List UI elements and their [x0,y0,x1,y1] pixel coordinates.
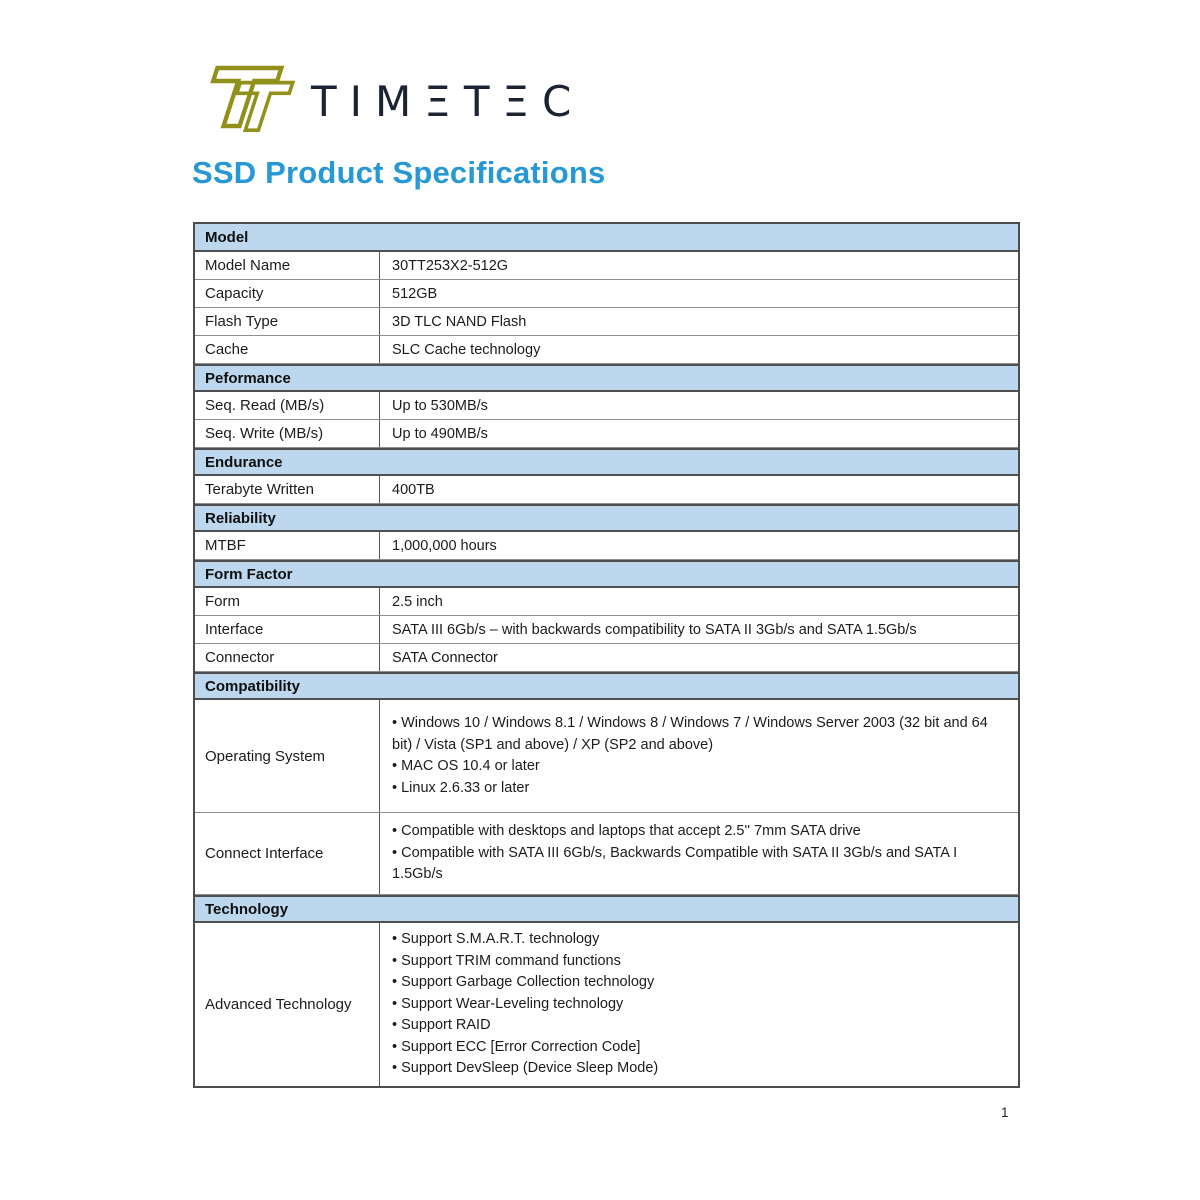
bullet-item: • Support TRIM command functions [392,952,621,969]
section-header-performance [195,364,1018,392]
row-value: SLC Cache technology [392,341,541,358]
row-label: Operating System [195,700,380,812]
row-value: 30TT253X2-512G [392,257,509,274]
table-row-operating-system [195,700,1018,813]
row-value: 2.5 inch [392,593,443,610]
table-row-advanced-technology [195,923,1018,1086]
row-label: Seq. Read (MB/s) [195,392,380,419]
row-value-bullets [380,813,1018,894]
row-label: MTBF [195,532,380,559]
row-label: Model Name [195,252,380,279]
section-header-endurance [195,448,1018,476]
row-label: Flash Type [195,308,380,335]
bullet-item: • Linux 2.6.33 or later [392,779,530,796]
brand-logo [193,62,584,142]
row-value: 3D TLC NAND Flash [392,313,527,330]
bullet-item: • Windows 10 / Windows 8.1 / Windows 8 / Windows 7 / Windows Server 2003 (32 bit and 64 bit) / Vista (SP1 and above) / XP (SP2 and above) [392,715,988,753]
row-value: 400TB [392,481,435,498]
row-label: Advanced Technology [195,923,380,1086]
row-value: SATA Connector [392,649,498,666]
page-number: 1 [1001,1105,1009,1120]
table-row-flash-type [195,308,1018,336]
row-value: SATA III 6Gb/s – with backwards compatibility to SATA II 3Gb/s and SATA 1.5Gb/s [392,621,917,638]
table-row-seq-write [195,420,1018,448]
row-label: Cache [195,336,380,363]
bullet-item: • Support ECC [Error Correction Code] [392,1038,641,1055]
bullet-item: • Support Wear-Leveling technology [392,995,624,1012]
section-title: Technology [205,900,289,918]
section-title: Model [205,228,249,246]
row-value: Up to 490MB/s [392,425,488,442]
row-value: Up to 530MB/s [392,397,488,414]
row-label: Seq. Write (MB/s) [195,420,380,447]
section-header-technology [195,895,1018,923]
row-label: Connector [195,644,380,671]
section-title: Peformance [205,369,291,387]
timetec-logo-icon [193,63,297,141]
brand-wordmark: TIMΞTΞC [311,77,585,126]
row-value-bullets [380,923,1018,1086]
table-row-connect-interface [195,813,1018,895]
table-row-seq-read [195,392,1018,420]
bullet-item: • Support DevSleep (Device Sleep Mode) [392,1060,659,1077]
spec-table [193,222,1020,1088]
row-label: Connect Interface [195,813,380,894]
section-header-model [195,224,1018,252]
row-value-bullets [380,700,1018,812]
bullet-item: • Support S.M.A.R.T. technology [392,931,600,948]
section-header-reliability [195,504,1018,532]
row-label: Terabyte Written [195,476,380,503]
bullet-item: • Support RAID [392,1017,491,1034]
table-row-connector [195,644,1018,672]
table-row-model-name [195,252,1018,280]
row-label: Interface [195,616,380,643]
table-row-terabyte-written [195,476,1018,504]
row-label: Form [195,588,380,615]
bullet-item: • MAC OS 10.4 or later [392,758,540,774]
bullet-item: • Support Garbage Collection technology [392,974,655,991]
row-label: Capacity [195,280,380,307]
section-title: Endurance [205,453,283,471]
section-title: Form Factor [205,565,293,583]
row-value: 1,000,000 hours [392,537,497,554]
page-title: SSD Product Specifications [192,155,606,190]
section-header-form-factor [195,560,1018,588]
table-row-mtbf [195,532,1018,560]
row-value: 512GB [392,285,438,302]
section-header-compatibility [195,672,1018,700]
section-title: Compatibility [205,677,301,695]
bullet-item: • Compatible with desktops and laptops that accept 2.5'' 7mm SATA drive [392,823,861,840]
table-row-cache [195,336,1018,364]
table-row-form [195,588,1018,616]
bullet-item: • Compatible with SATA III 6Gb/s, Backwards Compatible with SATA II 3Gb/s and SATA I 1.5Gb/s [392,844,958,883]
section-title: Reliability [205,509,276,527]
table-row-interface [195,616,1018,644]
table-row-capacity [195,280,1018,308]
